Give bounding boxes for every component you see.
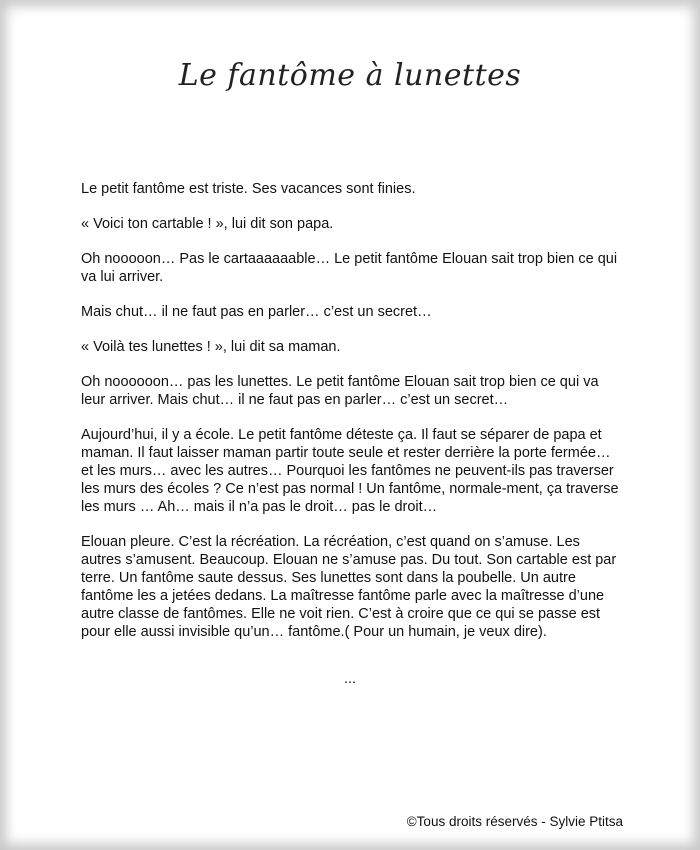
paragraph: Elouan pleure. C’est la récréation. La récréation, c’est quand on s’amuse. Les autres s’amusent. Beaucoup. Elouan ne s’amuse pas. Du tout. Son cartable est par terre. Un fantôme saute dessus. Ses lunettes sont dans la poubelle. Un autre fantôme les a jetées dedans. La maîtresse fantôme parle avec la maîtresse d’une autre classe de fantômes. Elle ne voit rien. C’est à croire que ce qui se passe est pour elle aussi invisible qu’un… fantôme.( Pour un humain, je veux dire). [81,534,617,640]
document-title: Le fantôme à lunettes [178,58,522,93]
paragraph: Mais chut… il ne faut pas en parler… c’est un secret… [81,304,432,320]
paragraph: Oh noooooon… pas les lunettes. Le petit fantôme Elouan sait trop bien ce qui va leur arriver. Mais chut… il ne faut pas en parler… c’est un secret… [81,374,599,408]
paragraph: Oh nooooon… Pas le cartaaaaaable… Le petit fantôme Elouan sait trop bien ce qui va lui arriver. [81,251,618,285]
paragraph: Le petit fantôme est triste. Ses vacances sont finies. [81,181,416,197]
copyright-footer: ©Tous droits réservés - Sylvie Ptitsa [406,814,623,829]
document-body [81,180,621,658]
continuation-ellipsis: ... [343,671,357,687]
paragraph: Aujourd’hui, il y a école. Le petit fantôme déteste ça. Il faut se séparer de papa et maman. Il faut laisser maman partir toute seule et rester derrière la porte fermée… et les murs… avec les autres… Pourquoi les fantômes ne peuvent-ils pas traverser les murs des écoles ? Ce n’est pas normal ! Un fantôme, normale-ment, ça traverse les murs … Ah… mais il n’a pas le droit… pas le droit… [81,427,619,515]
paragraph: « Voilà tes lunettes ! », lui dit sa maman. [81,339,341,355]
paragraph: « Voici ton cartable ! », lui dit son papa. [81,216,334,232]
